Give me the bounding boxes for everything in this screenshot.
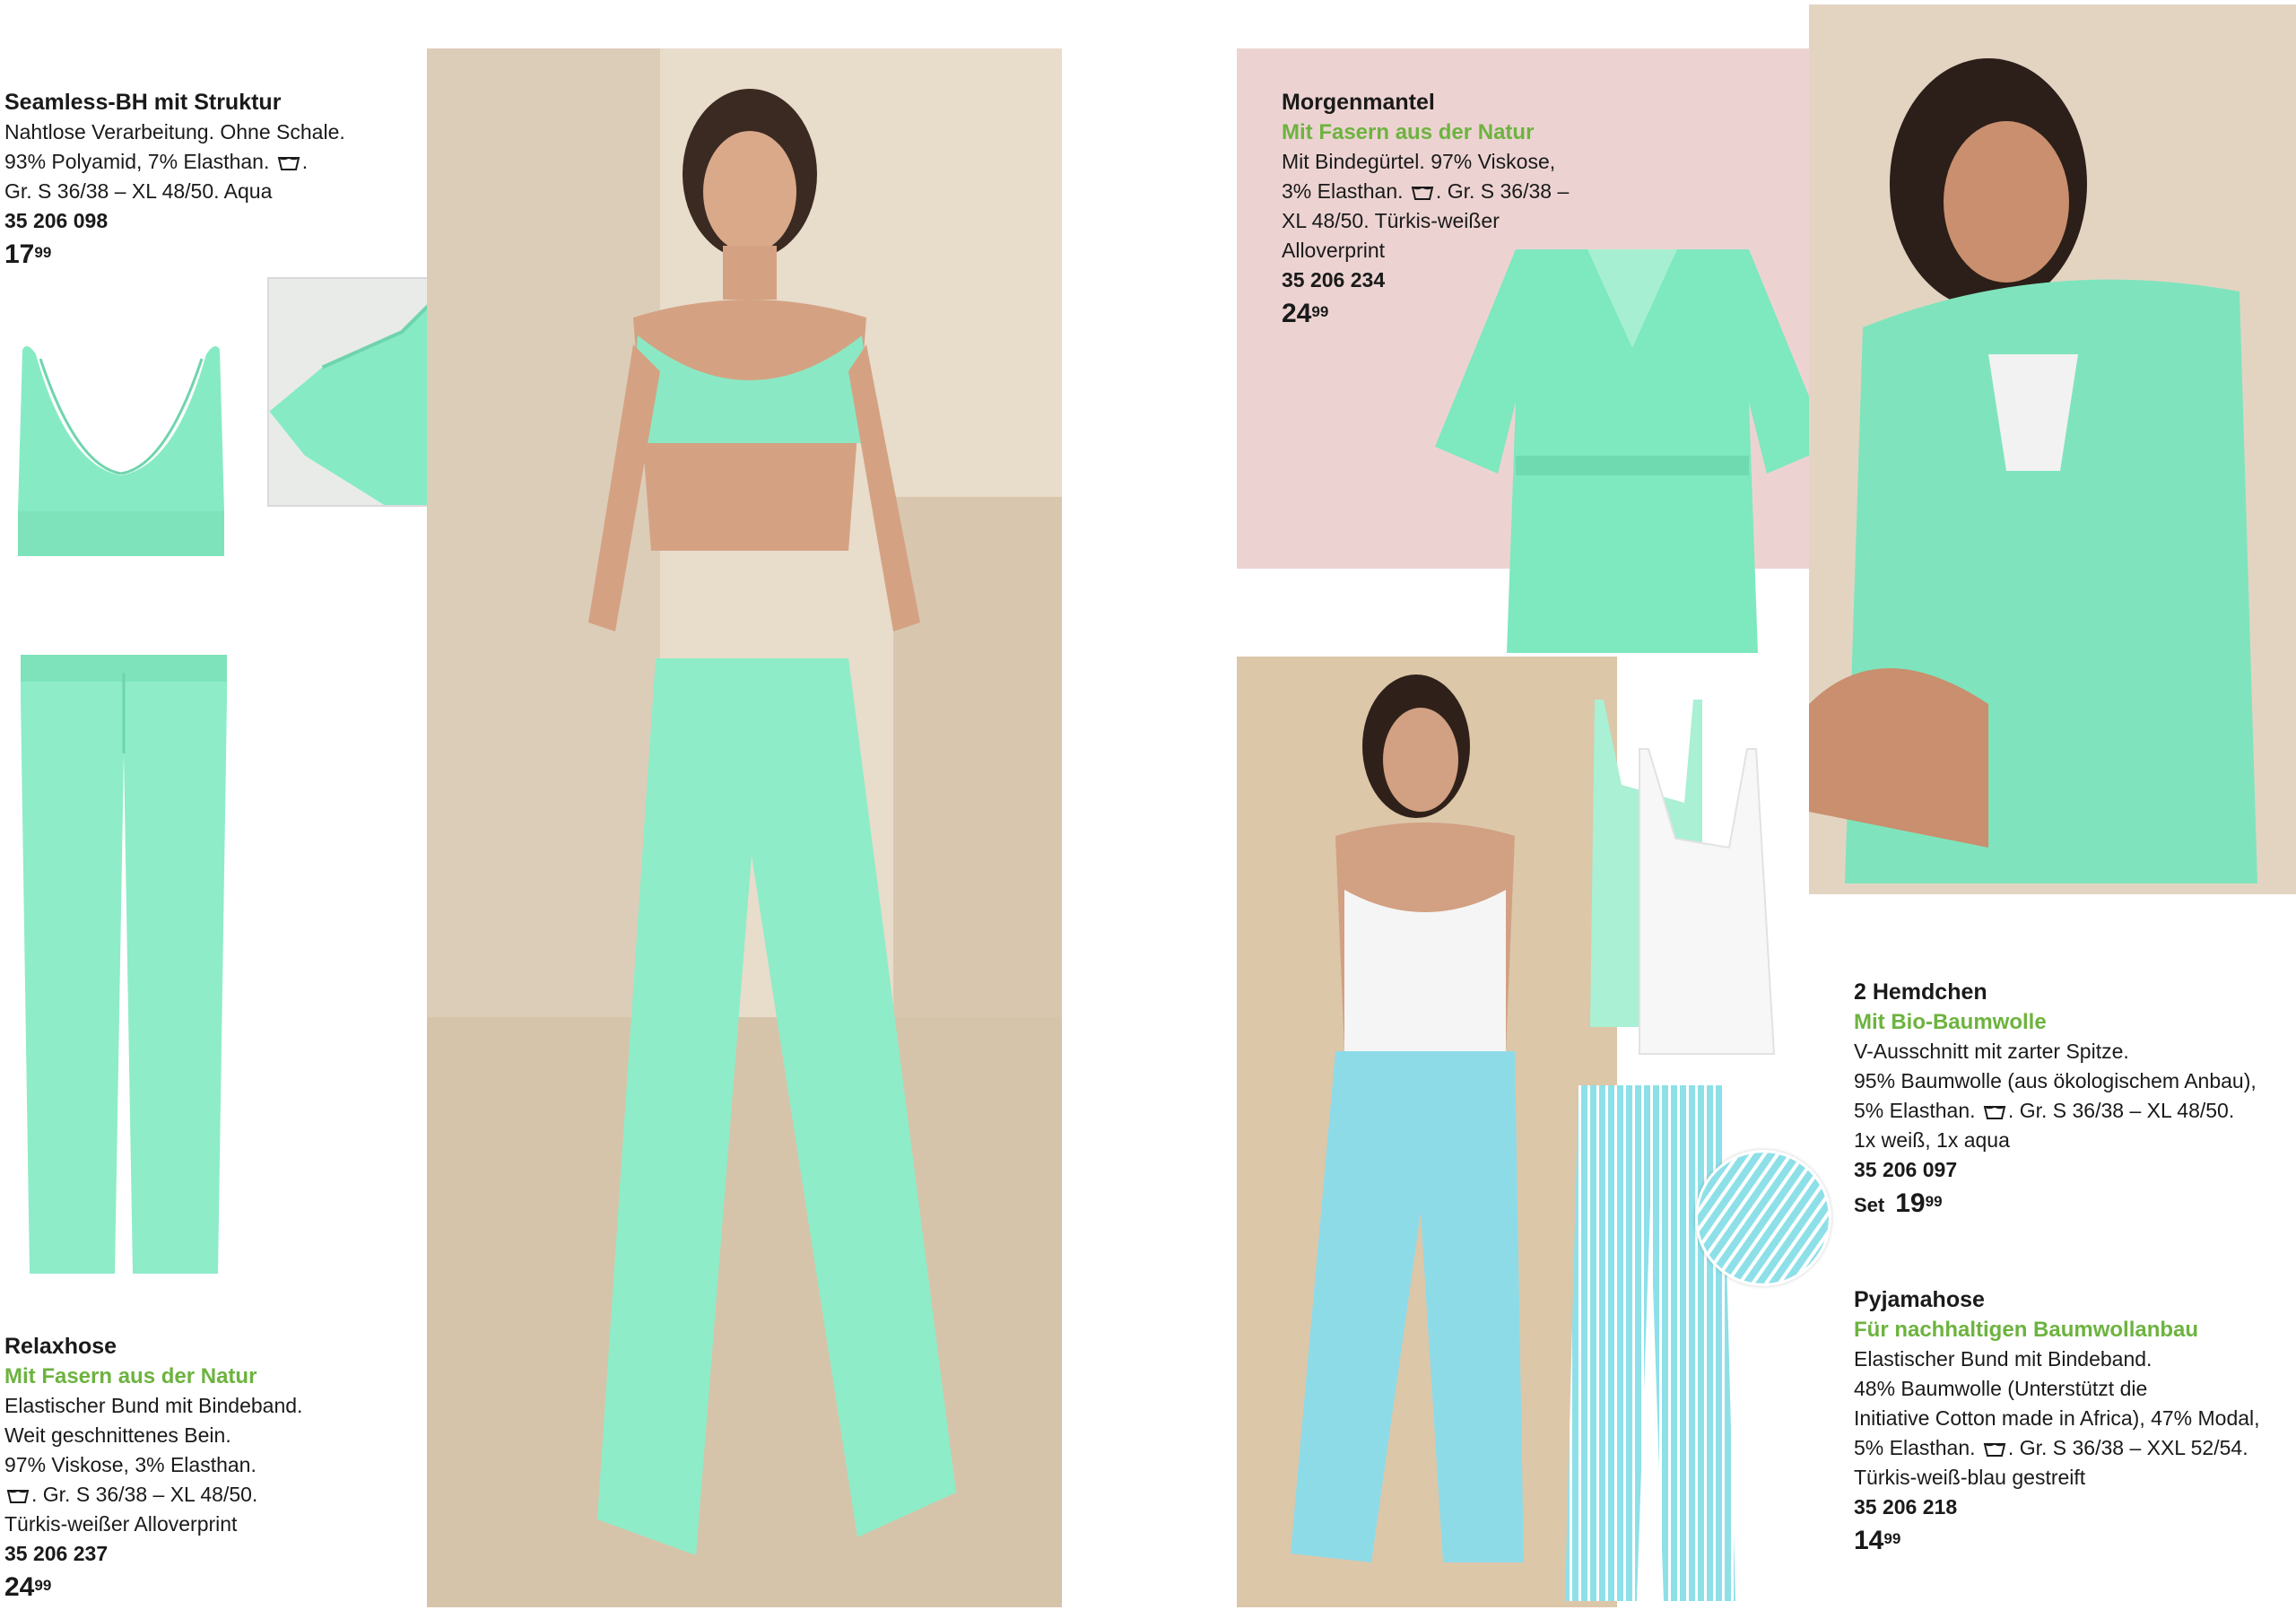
price-cents: 99	[1883, 1530, 1901, 1547]
article-number: 35 206 237	[4, 1542, 109, 1565]
wash-icon	[1983, 1104, 2006, 1120]
price-main: 17	[4, 239, 35, 269]
product-title: 2 Hemdchen	[1854, 979, 1987, 1005]
product-line: Türkis-weißer Alloverprint	[4, 1512, 238, 1536]
product-line: Initiative Cotton made in Africa), 47% Modal,	[1854, 1406, 2260, 1430]
product-subtitle: Mit Fasern aus der Natur	[1282, 120, 1535, 144]
product-line: . Gr. S 36/38 – XL 48/50.	[2007, 1099, 2235, 1122]
product-line-with-icon	[4, 1480, 302, 1510]
product-line: 93% Polyamid, 7% Elasthan.	[4, 150, 270, 173]
product-line: Mit Bindegürtel. 97% Viskose,	[1282, 150, 1556, 173]
product-pyjamahose	[1854, 1285, 2260, 1555]
article-number: 35 206 097	[1854, 1158, 1958, 1181]
wash-icon	[277, 155, 300, 171]
price	[1282, 299, 1569, 328]
price	[4, 239, 345, 269]
product-line: Türkis-weiß-blau gestreift	[1854, 1466, 2086, 1489]
product-line: Elastischer Bund mit Bindeband.	[1854, 1347, 2152, 1371]
product-bh	[4, 88, 345, 269]
wash-icon	[6, 1488, 30, 1504]
price-main: 24	[1282, 299, 1312, 328]
product-subtitle: Mit Fasern aus der Natur	[4, 1364, 257, 1388]
product-line: Alloverprint	[1282, 239, 1386, 262]
product-line-with-icon	[1854, 1096, 2257, 1126]
price-main: 14	[1854, 1526, 1884, 1555]
product-line: 5% Elasthan.	[1854, 1436, 1976, 1459]
product-line: XL 48/50. Türkis-weißer	[1282, 209, 1500, 232]
article-number: 35 206 098	[4, 209, 109, 232]
product-line: 97% Viskose, 3% Elasthan.	[4, 1453, 257, 1476]
article-number: 35 206 218	[1854, 1495, 1958, 1519]
price-cents: 99	[1311, 303, 1329, 320]
product-line: 95% Baumwolle (aus ökologischem Anbau),	[1854, 1069, 2257, 1092]
product-line: . Gr. S 36/38 – XL 48/50.	[31, 1483, 258, 1506]
article-number: 35 206 234	[1282, 268, 1386, 292]
product-line: Weit geschnittenes Bein.	[4, 1423, 231, 1447]
product-line: . Gr. S 36/38 –	[1435, 179, 1570, 203]
product-line: 48% Baumwolle (Unterstützt die	[1854, 1377, 2148, 1400]
product-subtitle: Mit Bio-Baumwolle	[1854, 1010, 2047, 1034]
product-line: 5% Elasthan.	[1854, 1099, 1976, 1122]
price-cents: 99	[34, 1577, 52, 1594]
model-photo-relaxwear	[427, 48, 1062, 1607]
product-hemdchen	[1854, 978, 2257, 1220]
product-title: Pyjamahose	[1854, 1287, 1985, 1312]
product-morgenmantel	[1282, 88, 1569, 328]
product-line: V-Ausschnitt mit zarter Spitze.	[1854, 1040, 2129, 1063]
wash-icon	[1411, 185, 1434, 201]
product-subtitle: Für nachhaltigen Baumwollanbau	[1854, 1318, 2199, 1342]
price-cents: 99	[34, 244, 52, 261]
price-prefix: Set	[1854, 1194, 1885, 1216]
price-main: 19	[1895, 1188, 1926, 1218]
wash-icon	[1983, 1441, 2006, 1458]
price	[1854, 1526, 2260, 1555]
product-line: 1x weiß, 1x aqua	[1854, 1128, 2010, 1152]
product-title: Seamless-BH mit Struktur	[4, 90, 282, 115]
product-title: Relaxhose	[4, 1334, 117, 1359]
hemdchen-product-image	[1586, 695, 1785, 1063]
product-line: . Gr. S 36/38 – XXL 52/54.	[2007, 1436, 2248, 1459]
product-line-with-icon: 93% Polyamid, 7% Elasthan. .	[4, 150, 309, 173]
product-line: 3% Elasthan.	[1282, 179, 1404, 203]
relaxhose-product-image	[16, 646, 231, 1283]
product-line: Gr. S 36/38 – XL 48/50. Aqua	[4, 179, 273, 203]
product-title: Morgenmantel	[1282, 90, 1435, 115]
product-relaxhose	[4, 1332, 302, 1602]
product-line: Elastischer Bund mit Bindeband.	[4, 1394, 303, 1417]
price	[1854, 1188, 2257, 1220]
product-line-with-icon	[1282, 177, 1569, 206]
product-line-with-icon	[1854, 1433, 2260, 1463]
bra-product-image	[13, 341, 229, 561]
price	[4, 1572, 302, 1602]
product-line: Nahtlose Verarbeitung. Ohne Schale.	[4, 120, 345, 144]
pyjamahose-product-image	[1561, 1081, 1740, 1610]
price-cents: 99	[1925, 1193, 1943, 1210]
pyjamahose-fabric-detail	[1695, 1150, 1831, 1286]
model-photo-morgenmantel	[1809, 4, 2296, 894]
price-main: 24	[4, 1572, 35, 1602]
